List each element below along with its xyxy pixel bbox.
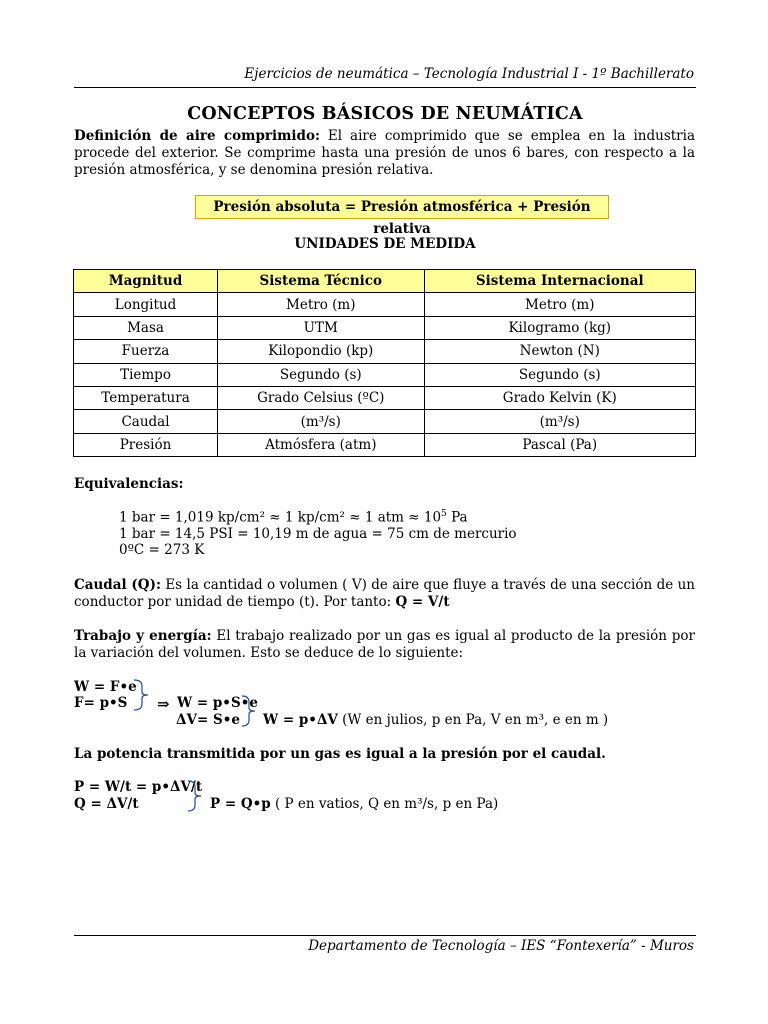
trabajo-label: Trabajo y energía: (74, 628, 212, 644)
trabajo-text: El trabajo realizado por un gas es igual al producto de la presión por la variación del volumen. Esto se deduce de lo siguiente: (74, 628, 695, 661)
table-row (74, 316, 696, 339)
table-cell: Metro (m) (218, 293, 425, 316)
table-cell: Metro (m) (424, 293, 695, 316)
table-cell: Newton (N) (424, 340, 695, 363)
table-cell: Presión (74, 433, 218, 456)
table-cell: Tiempo (74, 363, 218, 386)
table-cell: (m³/s) (424, 410, 695, 433)
table-cell: Atmósfera (atm) (218, 433, 425, 456)
table-cell: Caudal (74, 410, 218, 433)
table-cell: Segundo (s) (424, 363, 695, 386)
formula-work-result: W = p•ΔV (263, 712, 338, 728)
equivalences-title: Equivalencias: (74, 476, 184, 492)
caudal-paragraph (74, 577, 695, 611)
trabajo-paragraph (74, 628, 695, 662)
header-sistema-internacional: Sistema Internacional (424, 270, 695, 293)
power-result-line (210, 796, 498, 812)
table-row (74, 433, 696, 456)
definition-label: Definición de aire comprimido: (74, 128, 320, 144)
brace-icon (240, 694, 258, 728)
equivalence-line-3: 0ºC = 273 K (119, 542, 205, 558)
table-cell: Kilopondio (kp) (218, 340, 425, 363)
equivalence-unit: Pa (446, 509, 468, 526)
table-row (74, 410, 696, 433)
header-rule (74, 87, 696, 88)
power-statement: La potencia transmitida por un gas es igual a la presión por el caudal. (74, 746, 606, 762)
implies-arrow: ⇒ (157, 695, 170, 713)
table-row (74, 363, 696, 386)
table-cell: Temperatura (74, 386, 218, 409)
table-cell: Segundo (s) (218, 363, 425, 386)
absolute-pressure-formula: Presión absoluta = Presión atmosférica + Presión relativa (195, 195, 609, 219)
power-units-note: ( P en vatios, Q en m³/s, p en Pa) (270, 796, 499, 812)
header-sistema-tecnico: Sistema Técnico (218, 270, 425, 293)
table-cell: Longitud (74, 293, 218, 316)
caudal-label: Caudal (Q): (74, 577, 161, 593)
formula-work: W = F•e (74, 679, 137, 695)
page-title: CONCEPTOS BÁSICOS DE NEUMÁTICA (187, 104, 583, 124)
table-row (74, 340, 696, 363)
work-units-note: (W en julios, p en Pa, V en m³, e en m ) (337, 712, 609, 728)
equivalence-line-1 (119, 509, 468, 526)
definition-text: El aire comprimido que se emplea en la industria procede del exterior. Se comprime hasta una presión de unos 6 bares, con respecto a la presión atmosférica, y se denomina presión relativa. (74, 128, 695, 178)
table-row (74, 386, 696, 409)
work-result-line (263, 712, 608, 728)
definition-paragraph (74, 128, 695, 179)
formula-power: P = W/t = p•ΔV/t (74, 779, 203, 795)
brace-icon (186, 779, 204, 813)
formula-force: F= p•S (74, 695, 128, 711)
exponent: 5 (441, 509, 447, 519)
table-row (74, 293, 696, 316)
table-cell: Masa (74, 316, 218, 339)
formula-work-expanded: W = p•S•e (177, 695, 258, 711)
formula-volume: ΔV= S•e (176, 712, 240, 728)
table-cell: Fuerza (74, 340, 218, 363)
formula-power-result: P = Q•p (210, 796, 271, 812)
table-cell: Pascal (Pa) (424, 433, 695, 456)
units-title: UNIDADES DE MEDIDA (294, 236, 476, 252)
table-cell: UTM (218, 316, 425, 339)
page-footer: Departamento de Tecnología – IES “Fontexería” - Muros (308, 938, 694, 954)
page-header: Ejercicios de neumática – Tecnología Industrial I - 1º Bachillerato (244, 66, 694, 82)
equivalence-text: 1 bar = 1,019 kp/cm² ≈ 1 kp/cm² ≈ 1 atm ≈ 10 (119, 509, 442, 526)
table-cell: (m³/s) (218, 410, 425, 433)
table-cell: Kilogramo (kg) (424, 316, 695, 339)
caudal-text: Es la cantidad o volumen ( V) de aire que fluye a través de una sección de un conductor por unidad de tiempo (t). Por tanto: (74, 577, 695, 610)
caudal-formula: Q = V/t (395, 594, 450, 610)
footer-rule (74, 935, 696, 936)
formula-flow: Q = ΔV/t (74, 796, 139, 812)
table-cell: Grado Celsius (ºC) (218, 386, 425, 409)
units-table (73, 269, 696, 457)
brace-icon (132, 678, 152, 712)
table-header-row (74, 270, 696, 293)
table-cell: Grado Kelvin (K) (424, 386, 695, 409)
header-magnitud: Magnitud (74, 270, 218, 293)
equivalence-line-2: 1 bar = 14,5 PSI = 10,19 m de agua = 75 cm de mercurio (119, 526, 517, 542)
